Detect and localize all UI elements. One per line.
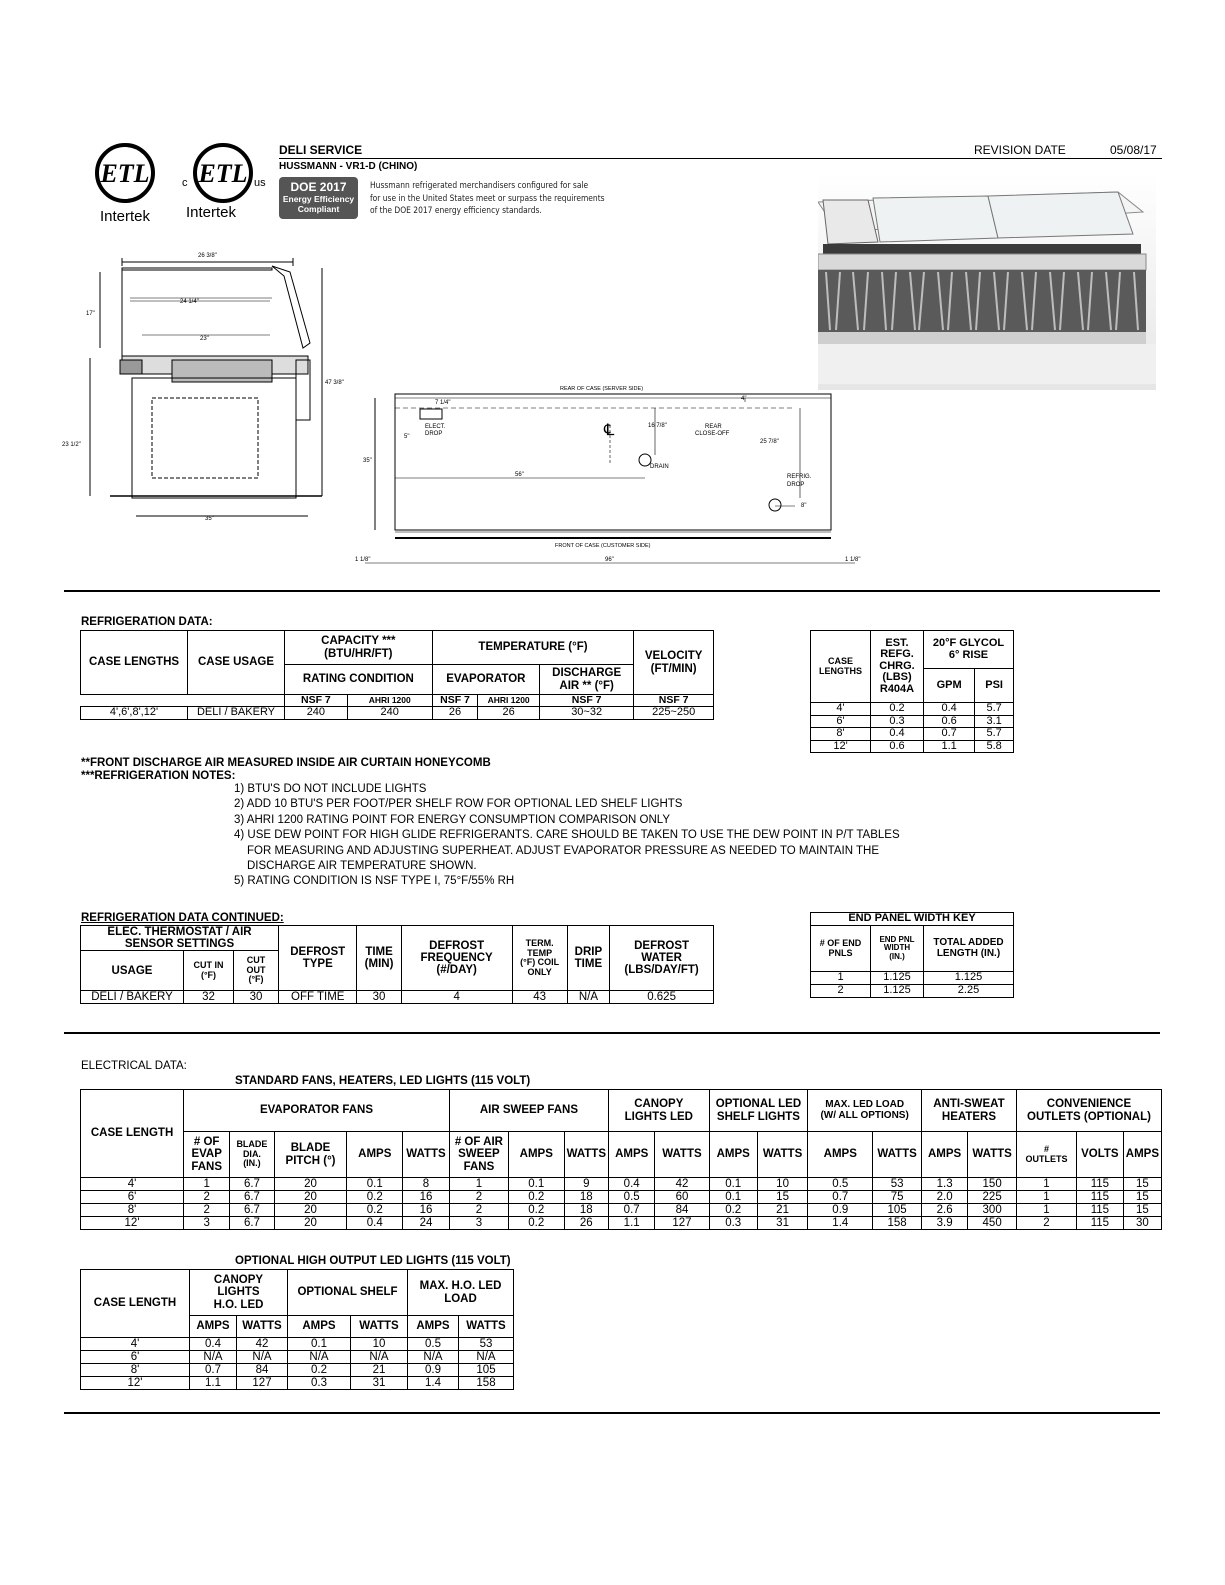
dim-23-12: 23 1/2" (62, 442, 81, 448)
th-total-added: TOTAL ADDED LENGTH (IN.) (924, 926, 1014, 972)
th-amps: AMPS (609, 1132, 655, 1178)
doe-statement (370, 180, 605, 218)
intertek-label-right: Intertek (186, 204, 237, 221)
th-amps: AMPS (190, 1316, 237, 1338)
divider-1 (64, 590, 1160, 592)
th-amps: AMPS (808, 1132, 873, 1178)
th-amps: AMPS (709, 1132, 757, 1178)
table-row: 4' 0.2 0.4 5.7 (811, 703, 1014, 716)
end-panel-table (810, 912, 1014, 998)
table-row: 12' 1.1 127 0.3 31 1.4 158 (81, 1377, 514, 1390)
refrig-label: REFRIG. (787, 474, 812, 480)
table-row: 2 1.125 2.25 (811, 985, 1014, 998)
th-amps: AMPS (408, 1316, 459, 1338)
elect-label: ELECT. (425, 424, 446, 430)
th-term-temp: TERM. TEMP (°F) COIL ONLY (512, 926, 567, 991)
th-cut-out: CUT OUT (°F) (234, 951, 279, 991)
th-usage: USAGE (81, 951, 184, 991)
revision-date: 05/08/17 (1110, 143, 1157, 157)
note-4: 4) USE DEW POINT FOR HIGH GLIDE REFRIGERANTS. CARE SHOULD BE TAKEN TO USE THE DEW POINT IN P/T TABLES (234, 829, 900, 842)
dim-7-14: 7 1/4" (435, 400, 451, 406)
th-watts: WATTS (237, 1316, 288, 1338)
table-row: 8' 0.7 84 0.2 21 0.9 105 (81, 1364, 514, 1377)
note-3: 3) AHRI 1200 RATING POINT FOR ENERGY CONSUMPTION COMPARISON ONLY (234, 813, 671, 826)
th-elec-thermostat: ELEC. THERMOSTAT / AIR SENSOR SETTINGS (81, 926, 279, 951)
th-volts: VOLTS (1076, 1132, 1123, 1178)
refrigeration-continued-title: REFRIGERATION DATA CONTINUED: (81, 912, 284, 924)
th-amps: AMPS (347, 1132, 403, 1178)
dim-96: 96" (605, 557, 614, 563)
table-row: DELI / BAKERY 32 30 OFF TIME 30 4 43 N/A 0.625 (81, 991, 714, 1004)
cetlus-logo (178, 142, 270, 222)
th-anti-sweat: ANTI-SWEAT HEATERS (921, 1090, 1016, 1132)
dim-1-18-right: 1 1/8" (845, 557, 861, 563)
drain-label: DRAIN (650, 464, 669, 470)
th-blade-pitch: BLADE PITCH (°) (274, 1132, 347, 1178)
doe-text-3: of the DOE 2017 energy efficiency standards. (370, 205, 542, 216)
dim-24-14: 24 1/4" (180, 299, 199, 305)
refrig-drop-label: DROP (787, 482, 805, 488)
dim-8: 8" (801, 503, 807, 509)
th-outlets: # OUTLETS (1016, 1132, 1076, 1178)
dim-35-side: 35" (205, 516, 214, 522)
title-rule (279, 158, 1162, 159)
doe-text-1: Hussmann refrigerated merchandisers configured for sale (370, 180, 589, 191)
note-5: 5) RATING CONDITION IS NSF TYPE I, 75°F/55% RH (234, 875, 515, 888)
th-defrost-type: DEFROST TYPE (279, 926, 357, 991)
th-canopy-ho: CANOPY LIGHTS H.O. LED (190, 1270, 288, 1316)
th-watts: WATTS (757, 1132, 808, 1178)
dim-56: 56" (515, 472, 524, 478)
plan-view-drawing (355, 380, 875, 570)
svg-text:ETL: ETL (100, 159, 150, 188)
svg-text:ETL: ETL (198, 159, 248, 188)
th-amps: AMPS (288, 1316, 351, 1338)
th-ahri-evap: AHRI 1200 (478, 695, 540, 707)
th-nsf7-cap: NSF 7 (285, 695, 348, 707)
rear-label: REAR (705, 424, 722, 430)
table-row: 6' 0.3 0.6 3.1 (811, 715, 1014, 728)
doe-badge (279, 177, 358, 219)
th-watts: WATTS (564, 1132, 608, 1178)
table-row: 1 1.125 1.125 (811, 972, 1014, 985)
th-drip-time: DRIP TIME (567, 926, 610, 991)
th-capacity: CAPACITY *** (BTU/HR/FT) (285, 631, 433, 665)
th-num-evap-fans: # OF EVAP FANS (184, 1132, 230, 1178)
side-section-drawing (60, 248, 360, 528)
th-max-led: MAX. LED LOAD (W/ ALL OPTIONS) (808, 1090, 922, 1132)
th-watts: WATTS (968, 1132, 1017, 1178)
glycol-table (810, 630, 1014, 753)
th-amps: AMPS (508, 1132, 564, 1178)
refrigeration-table (80, 630, 714, 720)
high-output-led-title: OPTIONAL HIGH OUTPUT LED LIGHTS (115 VOLT) (235, 1255, 511, 1267)
th-optional-shelf: OPTIONAL SHELF (288, 1270, 408, 1316)
th-rating-condition: RATING CONDITION (285, 665, 433, 695)
page-title: DELI SERVICE (279, 143, 363, 157)
dim-4: 4" (741, 396, 747, 402)
th-ahri-cap: AHRI 1200 (347, 695, 432, 707)
th-nsf7-vel: NSF 7 (634, 695, 714, 707)
th-canopy-lights: CANOPY LIGHTS LED (609, 1090, 710, 1132)
th-cut-in: CUT IN (°F) (184, 951, 234, 991)
front-discharge-note: **FRONT DISCHARGE AIR MEASURED INSIDE AIR CURTAIN HONEYCOMB (81, 757, 491, 769)
dim-26-38: 26 3/8" (198, 253, 217, 259)
dim-1-18-left: 1 1/8" (355, 557, 371, 563)
dim-23: 23" (200, 336, 209, 342)
note-4-cont: FOR MEASURING AND ADJUSTING SUPERHEAT. ADJUST EVAPORATOR PRESSURE AS NEEDED TO MAINTAIN THE (247, 844, 879, 857)
refrigeration-notes-list (234, 782, 900, 890)
note-4-cont2: DISCHARGE AIR TEMPERATURE SHOWN. (247, 860, 477, 873)
table-row: 8' 0.4 0.7 5.7 (811, 728, 1014, 741)
th-amps: AMPS (921, 1132, 967, 1178)
th-amps: AMPS (1123, 1132, 1161, 1178)
etl-us-label: us (254, 177, 266, 189)
dim-25-78: 25 7/8" (760, 439, 779, 445)
dim-47-38: 47 3/8" (325, 380, 344, 386)
th-optional-shelf: OPTIONAL LED SHELF LIGHTS (709, 1090, 808, 1132)
close-off-label: CLOSE-OFF (695, 431, 730, 437)
th-watts: WATTS (351, 1316, 408, 1338)
elect-drop-label: DROP (425, 431, 443, 437)
etl-c-label: c (182, 177, 188, 189)
etl-listed-logo (94, 142, 156, 225)
dim-16-78: 16 7/8" (648, 423, 667, 429)
product-photo (818, 172, 1156, 390)
th-temperature: TEMPERATURE (°F) (432, 631, 634, 665)
refrigeration-continued-table (80, 925, 714, 1004)
th-glycol: 20°F GLYCOL 6° RISE (924, 631, 1014, 669)
th-nsf7-dis: NSF 7 (540, 695, 634, 707)
electrical-subtitle: STANDARD FANS, HEATERS, LED LIGHTS (115 VOLT) (235, 1075, 531, 1087)
high-output-led-table (80, 1269, 514, 1390)
th-blade-dia: BLADE DIA. (IN.) (230, 1132, 274, 1178)
th-evaporator-fans: EVAPORATOR FANS (184, 1090, 450, 1132)
revision-label: REVISION DATE (974, 143, 1066, 157)
table-row: 4' 1 6.7 20 0.1 8 1 0.1 9 0.4 42 0.1 10 0.5 53 1.3 150 1 115 15 (81, 1178, 1162, 1191)
doe-text-2: for use in the United States meet or surpass the requirements (370, 192, 605, 204)
divider-3 (64, 1412, 1160, 1414)
th-case-lengths: CASE LENGTHS (81, 631, 188, 695)
th-time: TIME (MIN) (357, 926, 401, 991)
th-num-air-sweep: # OF AIR SWEEP FANS (449, 1132, 508, 1178)
th-watts: WATTS (459, 1316, 514, 1338)
table-row: 12' 0.6 1.1 5.8 (811, 740, 1014, 753)
centerline-icon: ℄ (604, 422, 615, 439)
note-1: 1) BTU'S DO NOT INCLUDE LIGHTS (234, 783, 427, 795)
table-row: 4',6',8',12' DELI / BAKERY 240 240 26 26 30~32 225~250 (81, 707, 714, 720)
th-psi: PSI (975, 669, 1014, 703)
table-row: 6' N/A N/A N/A N/A N/A N/A (81, 1351, 514, 1364)
front-of-case-label: FRONT OF CASE (CUSTOMER SIDE) (555, 543, 651, 549)
th-end-pnl-width: END PNL WIDTH (IN.) (871, 926, 924, 972)
model-subtitle: HUSSMANN - VR1-D (CHINO) (279, 161, 418, 172)
doe-badge-year: DOE 2017 (290, 180, 347, 194)
th-watts: WATTS (873, 1132, 922, 1178)
etl-circle-icon (192, 142, 254, 204)
th-end-panel-key: END PANEL WIDTH KEY (811, 913, 1014, 926)
refrigeration-data-title: REFRIGERATION DATA: (81, 616, 213, 628)
th-gpm: GPM (924, 669, 975, 703)
th-nsf7-evap: NSF 7 (432, 695, 478, 707)
th-convenience: CONVENIENCE OUTLETS (OPTIONAL) (1016, 1090, 1161, 1132)
th-case-length: CASE LENGTH (81, 1090, 184, 1178)
electrical-table (80, 1089, 1162, 1230)
th-air-sweep-fans: AIR SWEEP FANS (449, 1090, 608, 1132)
table-row: 6' 2 6.7 20 0.2 16 2 0.2 18 0.5 60 0.1 15 0.7 75 2.0 225 1 115 15 (81, 1191, 1162, 1204)
th-discharge: DISCHARGE AIR ** (°F) (540, 665, 634, 695)
th-est-charge: EST. REFG. CHRG. (LBS) R404A (871, 631, 924, 703)
doe-badge-line3: Compliant (297, 204, 340, 214)
note-2: 2) ADD 10 BTU'S PER FOOT/PER SHELF ROW FOR OPTIONAL LED SHELF LIGHTS (234, 798, 683, 811)
etl-circle-icon (94, 142, 156, 204)
th-watts: WATTS (655, 1132, 709, 1178)
dim-5: 5" (404, 434, 410, 440)
electrical-data-title: ELECTRICAL DATA: (81, 1060, 187, 1072)
th-case-lengths: CASE LENGTHS (811, 631, 871, 703)
rear-of-case-label: REAR OF CASE (SERVER SIDE) (560, 386, 644, 392)
intertek-label-left: Intertek (99, 208, 151, 225)
doe-badge-line2: Energy Efficiency (282, 194, 355, 204)
table-row: 8' 2 6.7 20 0.2 16 2 0.2 18 0.7 84 0.2 21 0.9 105 2.6 300 1 115 15 (81, 1204, 1162, 1217)
th-defrost-water: DEFROST WATER (LBS/DAY/FT) (610, 926, 714, 991)
th-case-length: CASE LENGTH (81, 1270, 190, 1338)
table-row: 12' 3 6.7 20 0.4 24 3 0.2 26 1.1 127 0.3 31 1.4 158 3.9 450 2 115 30 (81, 1217, 1162, 1230)
refrigeration-notes-title: ***REFRIGERATION NOTES: (81, 770, 236, 782)
th-defrost-frequency: DEFROST FREQUENCY (#/DAY) (401, 926, 512, 991)
dim-17: 17" (86, 311, 95, 317)
th-evaporator: EVAPORATOR (432, 665, 539, 695)
th-num-end-pnls: # OF END PNLS (811, 926, 871, 972)
divider-2 (64, 1032, 1160, 1034)
th-velocity: VELOCITY (FT/MIN) (634, 631, 714, 695)
th-watts: WATTS (403, 1132, 450, 1178)
th-case-usage: CASE USAGE (188, 631, 285, 695)
th-max-ho-led: MAX. H.O. LED LOAD (408, 1270, 514, 1316)
table-row: 4' 0.4 42 0.1 10 0.5 53 (81, 1338, 514, 1351)
dim-35-plan: 35" (363, 458, 372, 464)
